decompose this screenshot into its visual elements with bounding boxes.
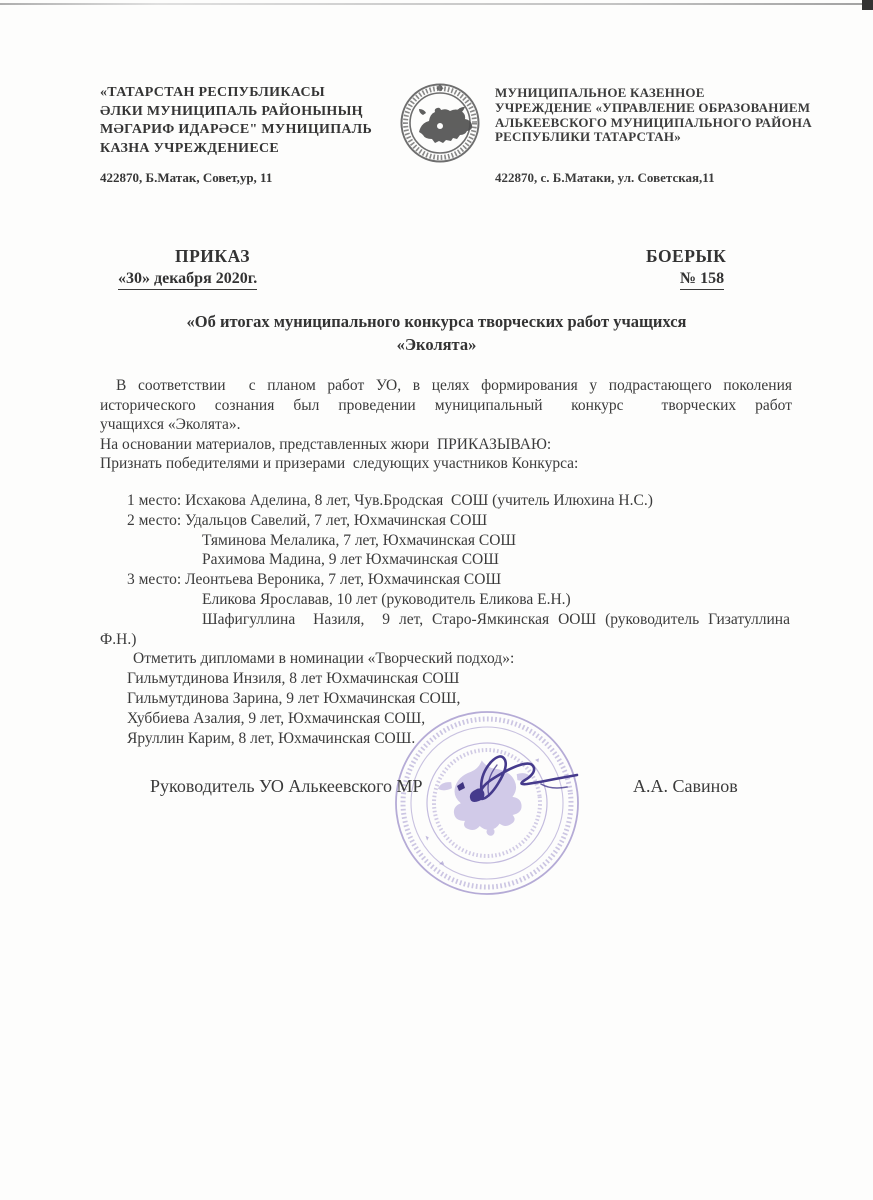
order-number: № 158 xyxy=(680,270,724,290)
winner-line: Еликова Ярославав, 10 лет (руководитель Еликова Е.Н.) xyxy=(202,590,571,608)
winner-line-place2: 2 место: Удальцов Савелий, 7 лет, Юхмачинская СОШ xyxy=(127,511,488,529)
letterhead-russian-line: РЕСПУБЛИКИ ТАТАРСТАН» xyxy=(495,129,681,145)
order-body xyxy=(100,376,792,474)
winner-line-wrap: Ф.Н.) xyxy=(100,630,137,648)
letterhead-tatar-line: МӘГАРИФ ИДАРӘСЕ" МУНИЦИПАЛЬ xyxy=(100,122,373,137)
signatory-name: А.А. Савинов xyxy=(633,776,738,796)
scanner-edge-artifact xyxy=(0,3,873,5)
order-subject-line: «Эколята» xyxy=(396,335,477,354)
winner-line: Тяминова Мелалика, 7 лет, Юхмачинская СОШ xyxy=(202,531,517,549)
scanner-corner-artifact xyxy=(862,0,873,10)
winner-line-place1: 1 место: Исхакова Аделина, 8 лет, Чув.Бродская СОШ (учитель Илюхина Н.С.) xyxy=(127,492,653,509)
order-subject-line: «Об итогах муниципального конкурса творческих работ учащихся xyxy=(186,312,687,331)
tatarstan-coat-of-arms-icon xyxy=(399,82,481,164)
body-recognition-clause: Признать победителями и призерами следующих участников Конкурса: xyxy=(100,455,579,472)
body-paragraph-line: В соответствии с планом работ УО, в целях формирования у подрастающего поколения xyxy=(116,377,792,394)
body-paragraph-line: учащихся «Эколята». xyxy=(100,416,241,433)
order-date: «30» декабря 2020г. xyxy=(118,270,257,290)
nomination-entry: Гильмутдинова Инзиля, 8 лет Юхмачинская СОШ xyxy=(127,670,460,688)
winner-line-place3: 3 место: Леонтьева Вероника, 7 лет, Юхмачинская СОШ xyxy=(127,571,502,589)
winner-line: Рахимова Мадина, 9 лет Юхмачинская СОШ xyxy=(202,551,499,569)
handwritten-signature xyxy=(445,746,595,816)
address-tatar: 422870, Б.Матак, Совет,ур, 11 xyxy=(100,170,273,185)
nomination-heading: Отметить дипломами в номинации «Творческий подход»: xyxy=(133,650,515,668)
nomination-entry: Яруллин Карим, 8 лет, Юхмачинская СОШ. xyxy=(127,729,416,747)
body-order-clause: На основании материалов, представленных жюри ПРИКАЗЫВАЮ: xyxy=(100,435,552,453)
letterhead-tatar-line: КАЗНА УЧРЕЖДЕНИЕСЕ xyxy=(100,140,280,156)
letterhead-tatar xyxy=(100,84,410,158)
letterhead-tatar-line: «ТАТАРСТАН РЕСПУБЛИКАСЫ xyxy=(100,85,325,100)
letterhead-russian-line: АЛЬКЕЕВСКОГО МУНИЦИПАЛЬНОГО РАЙОНА xyxy=(495,114,812,130)
nomination-entry: Хуббиева Азалия, 9 лет, Юхмачинская СОШ, xyxy=(127,709,426,727)
order-title-tatar: БОЕРЫК xyxy=(646,246,727,266)
address-russian: 422870, с. Б.Матаки, ул. Советская,11 xyxy=(495,170,715,185)
winner-line: Шафигуллина Назиля, 9 лет, Старо-Ямкинская ООШ (руководитель Гизатуллина xyxy=(202,610,790,628)
letterhead-russian-line: МУНИЦИПАЛЬНОЕ КАЗЕННОЕ xyxy=(495,85,705,100)
letterhead-russian-line: УЧРЕЖДЕНИЕ «УПРАВЛЕНИЕ ОБРАЗОВАНИЕМ xyxy=(495,99,811,115)
order-title-russian: ПРИКАЗ xyxy=(175,246,251,266)
body-paragraph-line: исторического сознания был проведении муниципальный конкурс творческих работ xyxy=(100,396,792,414)
letterhead-tatar-line: ӘЛКИ МУНИЦИПАЛЬ РАЙОНЫНЫҢ xyxy=(100,103,363,119)
nomination-entry: Гильмутдинова Зарина, 9 лет Юхмачинская СОШ, xyxy=(127,689,461,707)
letterhead-russian xyxy=(495,86,825,145)
signatory-position: Руководитель УО Алькеевского МР xyxy=(150,776,423,796)
order-subject xyxy=(80,310,793,356)
